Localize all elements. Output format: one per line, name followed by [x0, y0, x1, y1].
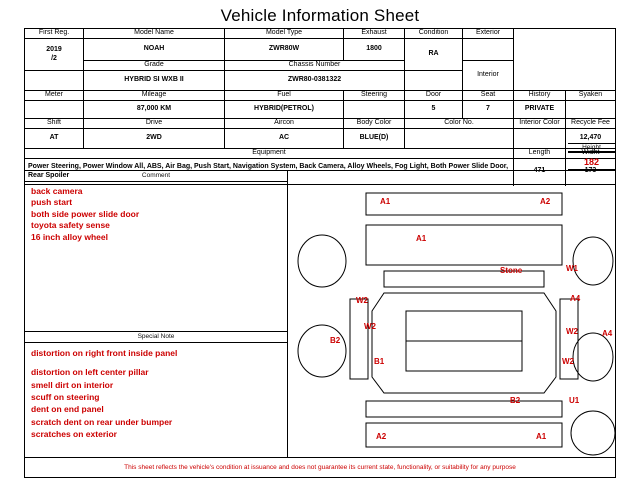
lower-section: [24, 170, 616, 458]
header-meter: Meter: [25, 91, 84, 101]
header-steering: Steering: [344, 91, 405, 101]
damage-mark: W2: [364, 322, 376, 331]
header-seat: Seat: [463, 91, 514, 101]
header-interior: Interior: [463, 61, 514, 91]
value-syaken: [565, 101, 615, 119]
header-fuel: Fuel: [225, 91, 344, 101]
value-color-no: [405, 129, 514, 149]
info-grid: [24, 28, 616, 185]
special-note-header: Special Note: [25, 332, 287, 343]
damage-mark: A4: [602, 329, 613, 338]
value-interior-blank: [405, 71, 463, 91]
special-note-line: distortion on left center pillar: [31, 367, 149, 378]
first-reg-month: /2: [51, 54, 57, 62]
header-history: History: [514, 91, 566, 101]
header-body-color: Body Color: [344, 119, 405, 129]
header-interior-color: Interior Color: [514, 119, 566, 129]
value-body-color: BLUE(D): [344, 129, 405, 149]
value-equipment: Power Steering, Power Window All, ABS, Air Bag, Push Start, Navigation System, Back Camera, Alloy Wheels, Fog Light, Both Power Slide Door, Rear Spoiler: [25, 159, 514, 185]
value-width: 173: [565, 159, 615, 185]
header-condition: Condition: [405, 29, 463, 39]
footer-disclaimer: This sheet reflects the vehicle's condition at issuance and does not guarantee its current state, functionality, or suitability for any purpose: [24, 458, 616, 478]
special-note-line: dent on end panel: [31, 404, 104, 415]
special-note-body: [25, 343, 287, 444]
comment-header: Comment: [25, 171, 287, 182]
label-exterior-blank: [463, 39, 514, 61]
special-note-line: scratches on exterior: [31, 428, 117, 439]
damage-mark: B2: [510, 396, 521, 405]
header-chassis-number: Chassis Number: [225, 61, 405, 71]
value-model-type: ZWR80W: [225, 39, 344, 61]
comment-line: 16 inch alloy wheel: [31, 231, 109, 242]
spacer-first-reg: [25, 71, 84, 91]
header-exhaust: Exhaust: [344, 29, 405, 39]
vehicle-diagram: [288, 171, 615, 457]
header-mileage: Mileage: [84, 91, 225, 101]
value-grade: HYBRID SI WXB II: [84, 71, 225, 91]
value-mileage: 87,000 KM: [84, 101, 225, 119]
comment-body: [25, 182, 287, 332]
special-note-line: distortion on right front inside panel: [31, 348, 178, 358]
value-aircon: AC: [225, 129, 344, 149]
damage-mark: W1: [566, 264, 578, 273]
header-height: Height: [568, 143, 616, 152]
damage-mark: W2: [566, 327, 578, 336]
header-shift: Shift: [25, 119, 84, 129]
header-equipment: Equipment: [25, 149, 514, 159]
value-shift: AT: [25, 129, 84, 149]
damage-mark: B1: [374, 357, 385, 366]
header-door: Door: [405, 91, 463, 101]
header-aircon: Aircon: [225, 119, 344, 129]
damage-mark: A1: [416, 234, 427, 243]
comment-line: toyota safety sense: [31, 220, 110, 231]
header-exterior: Exterior: [463, 29, 514, 39]
vehicle-diagram-svg: [288, 171, 615, 457]
value-recycle-fee: 12,470: [565, 129, 615, 149]
special-note-line: scratch dent on rear under bumper: [31, 416, 173, 427]
header-recycle-fee: Recycle Fee: [565, 119, 615, 129]
value-length: 471: [514, 159, 566, 185]
value-model-name: NOAH: [84, 39, 225, 61]
value-exhaust: 1800: [344, 39, 405, 61]
value-meter: [25, 101, 84, 119]
damage-mark: A2: [376, 432, 387, 441]
damage-mark: B2: [330, 336, 341, 345]
value-interior-color: [514, 129, 566, 149]
header-model-type: Model Type: [225, 29, 344, 39]
damage-mark: A4: [570, 294, 581, 303]
damage-mark: U1: [569, 396, 580, 405]
special-note-line: scuff on steering: [31, 391, 100, 402]
notes-column: [25, 171, 288, 457]
first-reg-year: 2019: [46, 46, 62, 54]
damage-mark: A1: [536, 432, 547, 441]
value-drive: 2WD: [84, 129, 225, 149]
value-chassis-number: ZWR80-0381322: [225, 71, 405, 91]
damage-mark: A2: [540, 197, 551, 206]
damage-mark: Stone: [500, 266, 523, 275]
value-seat: 7: [463, 101, 514, 119]
page-title: Vehicle Information Sheet: [220, 6, 420, 25]
header-drive: Drive: [84, 119, 225, 129]
value-height: 182: [568, 152, 616, 170]
damage-mark: W2: [562, 357, 574, 366]
value-first-reg: [25, 39, 84, 71]
value-history: PRIVATE: [514, 101, 566, 119]
header-grade: Grade: [84, 61, 225, 71]
value-door: 5: [405, 101, 463, 119]
value-steering: [344, 101, 405, 119]
header-syaken: Syaken: [565, 91, 615, 101]
value-fuel: HYBRID(PETROL): [225, 101, 344, 119]
damage-mark: W2: [356, 296, 368, 305]
header-first-reg: First Reg.: [25, 29, 84, 39]
special-note-line: smell dirt on interior: [31, 379, 114, 390]
header-width: Widht: [565, 149, 615, 159]
damage-mark: A1: [380, 197, 391, 206]
comment-line: both side power slide door: [31, 208, 140, 219]
comment-line: push start: [31, 197, 73, 208]
header-color-no: Color No.: [405, 119, 514, 129]
special-note-spacer: [31, 359, 281, 366]
header-model-name: Model Name: [84, 29, 225, 39]
comment-line: back camera: [31, 186, 83, 196]
value-condition: RA: [405, 39, 463, 71]
header-length: Length: [514, 149, 566, 159]
